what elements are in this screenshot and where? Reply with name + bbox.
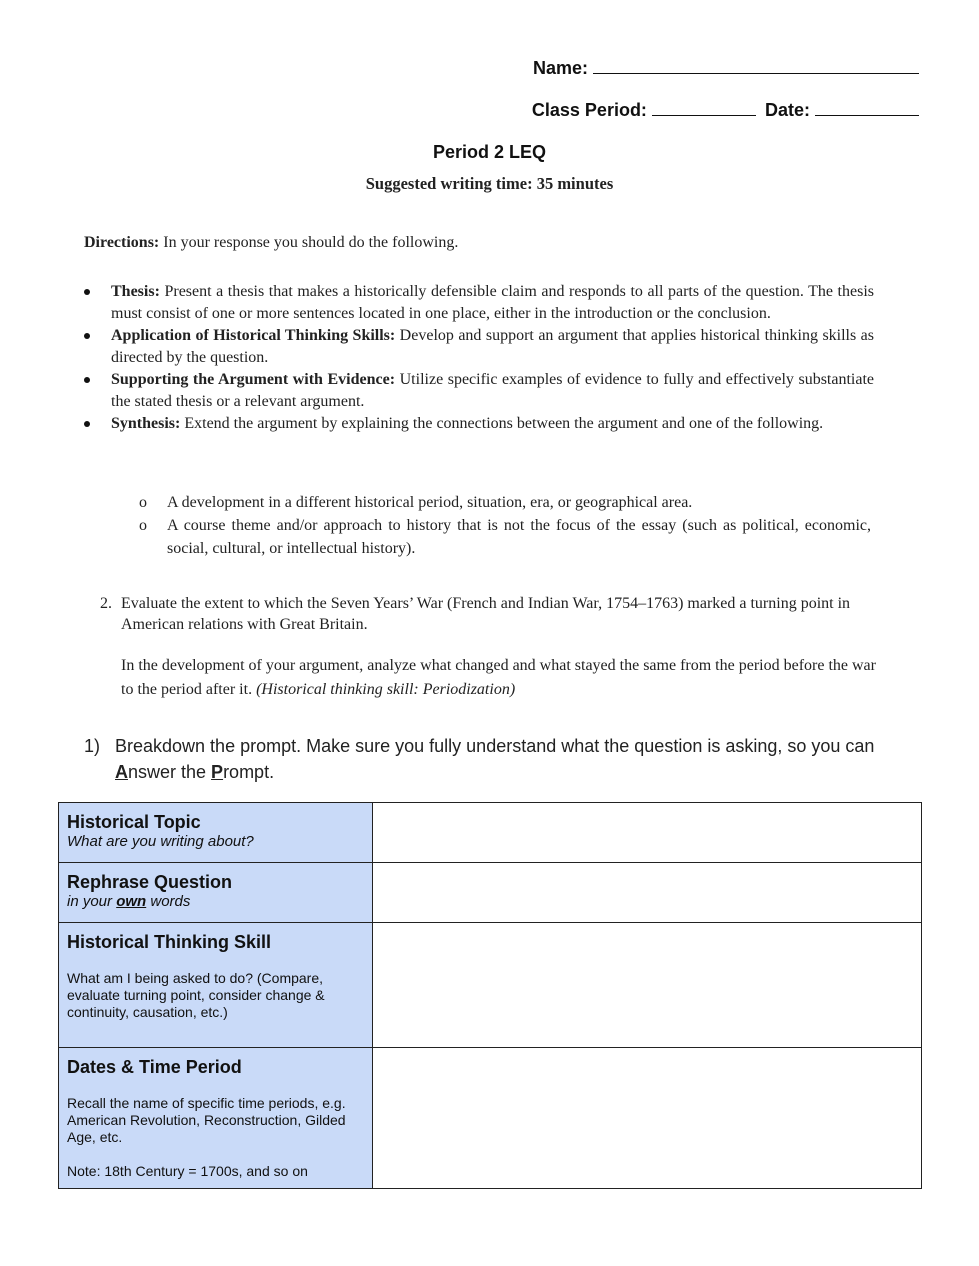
list-item — [84, 281, 874, 325]
essay-question — [100, 593, 892, 702]
date-blank[interactable] — [815, 101, 919, 116]
table-row — [59, 803, 922, 863]
rephrase-hint-2: words — [146, 893, 191, 910]
rephrase-answer-cell[interactable] — [373, 863, 922, 923]
bullet-text: Utilize specific examples of evidence to fully and effectively substantiate the stated thesis or a relevant argument. — [111, 371, 875, 410]
bullet-icon — [84, 289, 90, 295]
synthesis-options — [139, 491, 871, 560]
dates-answer-cell[interactable] — [373, 1048, 922, 1189]
list-item — [139, 514, 871, 560]
skill-heading: Historical Thinking Skill — [67, 932, 272, 952]
prompt-rest: rompt. — [223, 762, 275, 782]
breakdown-instruction — [84, 733, 934, 785]
bullet-icon — [84, 377, 90, 383]
question-number: 2. — [100, 595, 112, 612]
name-line — [533, 58, 919, 79]
topic-label-cell — [59, 803, 373, 863]
circle-bullet-icon: o — [139, 517, 147, 534]
bullet-text: Present a thesis that makes a historically defensible claim and responds to all parts of the question. The thesis must consist of one or more sentences located in one place, either in the introduction or the conclusion. — [111, 283, 874, 322]
followup-text: In the development of your argument, analyze what changed and what stayed the same from the period before the war to the period after it. — [121, 657, 876, 698]
directions-label: Directions: — [84, 234, 160, 251]
table-row — [59, 923, 922, 1048]
rephrase-heading: Rephrase Question — [67, 872, 233, 892]
table-row — [59, 863, 922, 923]
class-period-label: Class Period: — [531, 100, 647, 120]
bullet-icon — [84, 333, 90, 339]
directions-intro — [84, 234, 458, 252]
directions-list — [84, 281, 874, 435]
bullet-term: Supporting the Argument with Evidence: — [111, 371, 396, 388]
circle-bullet-icon: o — [139, 494, 147, 511]
dates-heading: Dates & Time Period — [67, 1057, 242, 1077]
topic-hint: What are you writing about? — [67, 833, 254, 850]
dates-hint: Recall the name of specific time periods, e.g. American Revolution, Reconstruction, Gilded Age, etc. — [67, 1095, 346, 1145]
step-text — [84, 733, 934, 785]
page-subtitle: Suggested writing time: 35 minutes — [365, 174, 614, 193]
page-title: Period 2 LEQ — [432, 142, 547, 162]
skill-note: (Historical thinking skill: Periodization) — [256, 681, 516, 698]
prompt-letter: P — [211, 762, 224, 782]
question-followup — [100, 654, 892, 702]
list-item — [84, 325, 874, 369]
skill-answer-cell[interactable] — [373, 923, 922, 1048]
bullet-term: Thesis: — [111, 283, 160, 300]
date-label: Date: — [764, 100, 810, 120]
rephrase-hint-own: own — [116, 893, 147, 910]
bullet-term: Synthesis: — [111, 415, 181, 432]
step-text-main: Breakdown the prompt. Make sure you fully understand what the question is asking, so you can — [115, 736, 875, 756]
list-item — [84, 369, 874, 413]
rephrase-label-cell — [59, 863, 373, 923]
bullet-term: Application of Historical Thinking Skills: — [111, 327, 396, 344]
skill-label-cell — [59, 923, 373, 1048]
dates-label-cell — [59, 1048, 373, 1189]
answer-letter: A — [115, 762, 128, 782]
bullet-icon — [84, 421, 90, 427]
topic-heading: Historical Topic — [67, 812, 201, 832]
directions-text: In your response you should do the following. — [159, 234, 459, 251]
name-label: Name: — [532, 58, 588, 78]
bullet-text: Develop and support an argument that applies historical thinking skills as directed by the question. — [111, 327, 875, 366]
answer-rest: nswer the — [128, 762, 212, 782]
bullet-text: Extend the argument by explaining the connections between the argument and one of the following. — [180, 415, 824, 432]
table-row — [59, 1048, 922, 1189]
class-period-blank[interactable] — [652, 101, 756, 116]
question-text: Evaluate the extent to which the Seven Years’ War (French and Indian War, 1754–1763) marked a turning point in American relations with Great Britain. — [121, 595, 851, 633]
topic-answer-cell[interactable] — [373, 803, 922, 863]
list-item — [139, 491, 871, 514]
rephrase-hint — [67, 893, 364, 911]
class-date-line — [532, 100, 919, 121]
name-blank[interactable] — [593, 59, 919, 74]
skill-hint: What am I being asked to do? (Compare, evaluate turning point, consider change & continuity, causation, etc.) — [67, 970, 325, 1020]
dates-note: Note: 18th Century = 1700s, and so on — [67, 1163, 308, 1179]
list-item — [84, 413, 874, 435]
prompt-breakdown-table — [58, 802, 922, 1189]
sub-bullet-text: A development in a different historical period, situation, era, or geographical area. — [167, 494, 693, 511]
rephrase-hint-1: in your — [67, 893, 117, 910]
sub-bullet-text: A course theme and/or approach to history that is not the focus of the essay (such as political, economic, social, cultural, or intellectual history). — [167, 517, 871, 557]
step-number: 1) — [84, 736, 101, 756]
